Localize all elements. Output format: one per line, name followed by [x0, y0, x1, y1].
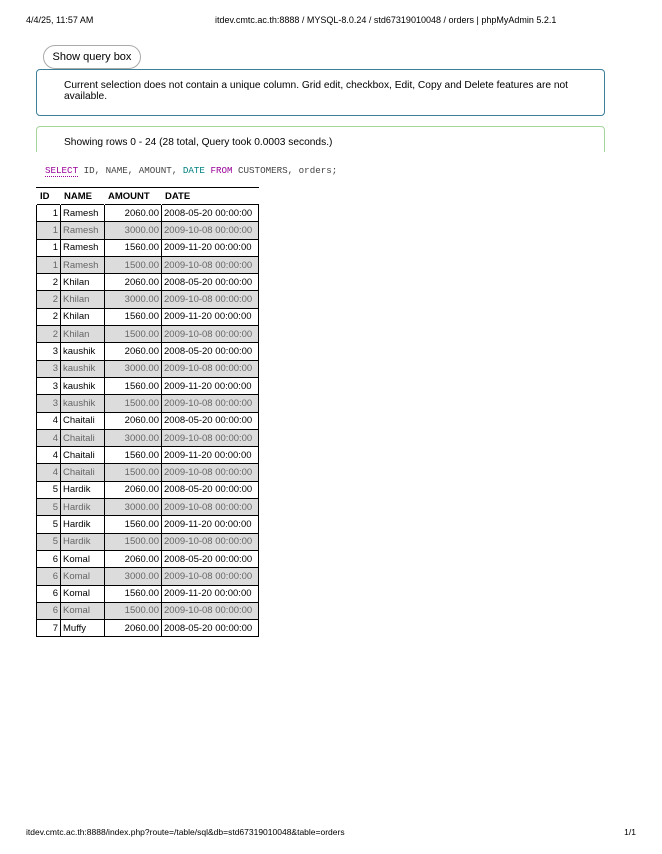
cell-date: 2009-11-20 00:00:00: [162, 516, 259, 533]
table-row: [37, 326, 259, 343]
table-row: [37, 412, 259, 429]
cell-id: 2: [37, 291, 61, 308]
cell-date: 2009-10-08 00:00:00: [162, 464, 259, 481]
show-query-box-button[interactable]: Show query box: [43, 45, 141, 69]
print-page-number: 1/1: [624, 827, 636, 837]
cell-id: 3: [37, 377, 61, 394]
cell-name: Ramesh: [61, 256, 105, 273]
sql-tables: CUSTOMERS, orders;: [232, 165, 338, 176]
table-row: [37, 291, 259, 308]
cell-amount: 1560.00: [105, 239, 162, 256]
cell-name: Chaitali: [61, 447, 105, 464]
cell-id: 5: [37, 516, 61, 533]
table-row: [37, 222, 259, 239]
sql-keyword-from: FROM: [210, 165, 233, 176]
cell-amount: 3000.00: [105, 222, 162, 239]
cell-name: Komal: [61, 568, 105, 585]
cell-name: Chaitali: [61, 464, 105, 481]
success-message: Showing rows 0 - 24 (28 total, Query took 0.0003 seconds.): [36, 126, 605, 152]
cell-date: 2009-10-08 00:00:00: [162, 395, 259, 412]
cell-name: Komal: [61, 602, 105, 619]
table-row: [37, 533, 259, 550]
cell-amount: 1560.00: [105, 377, 162, 394]
cell-name: Hardik: [61, 516, 105, 533]
cell-id: 3: [37, 360, 61, 377]
cell-amount: 3000.00: [105, 568, 162, 585]
table-row: [37, 447, 259, 464]
cell-amount: 3000.00: [105, 291, 162, 308]
cell-date: 2008-05-20 00:00:00: [162, 481, 259, 498]
cell-amount: 2060.00: [105, 205, 162, 222]
table-row: [37, 585, 259, 602]
cell-id: 4: [37, 447, 61, 464]
cell-date: 2009-11-20 00:00:00: [162, 585, 259, 602]
cell-id: 4: [37, 464, 61, 481]
print-datetime: 4/4/25, 11:57 AM: [26, 15, 94, 25]
cell-date: 2009-11-20 00:00:00: [162, 377, 259, 394]
results-table: [36, 187, 259, 637]
cell-name: kaushik: [61, 343, 105, 360]
table-row: [37, 464, 259, 481]
cell-id: 3: [37, 395, 61, 412]
cell-id: 1: [37, 205, 61, 222]
cell-amount: 2060.00: [105, 274, 162, 291]
cell-amount: 2060.00: [105, 550, 162, 567]
cell-amount: 1500.00: [105, 256, 162, 273]
cell-date: 2008-05-20 00:00:00: [162, 343, 259, 360]
cell-amount: 1500.00: [105, 464, 162, 481]
cell-amount: 1560.00: [105, 585, 162, 602]
cell-amount: 1500.00: [105, 533, 162, 550]
cell-amount: 1560.00: [105, 447, 162, 464]
cell-date: 2009-11-20 00:00:00: [162, 447, 259, 464]
cell-name: Ramesh: [61, 222, 105, 239]
cell-date: 2008-05-20 00:00:00: [162, 205, 259, 222]
table-row: [37, 395, 259, 412]
cell-name: kaushik: [61, 395, 105, 412]
cell-date: 2009-10-08 00:00:00: [162, 429, 259, 446]
notice-message: Current selection does not contain a unique column. Grid edit, checkbox, Edit, Copy and Delete features are not available.: [36, 69, 605, 116]
cell-date: 2009-10-08 00:00:00: [162, 499, 259, 516]
table-row: [37, 377, 259, 394]
cell-amount: 2060.00: [105, 481, 162, 498]
print-page-title: itdev.cmtc.ac.th:8888 / MYSQL-8.0.24 / std67319010048 / orders | phpMyAdmin 5.2.1: [215, 15, 557, 25]
column-header-id: ID: [37, 188, 61, 205]
cell-amount: 1560.00: [105, 516, 162, 533]
sql-query: [45, 165, 337, 176]
cell-amount: 1500.00: [105, 326, 162, 343]
cell-id: 4: [37, 429, 61, 446]
cell-amount: 3000.00: [105, 429, 162, 446]
cell-id: 5: [37, 533, 61, 550]
column-header-amount: AMOUNT: [105, 188, 162, 205]
cell-name: Komal: [61, 585, 105, 602]
column-header-name: NAME: [61, 188, 105, 205]
cell-amount: 1500.00: [105, 395, 162, 412]
cell-name: Chaitali: [61, 429, 105, 446]
table-row: [37, 602, 259, 619]
cell-name: Ramesh: [61, 239, 105, 256]
cell-name: Chaitali: [61, 412, 105, 429]
cell-date: 2009-10-08 00:00:00: [162, 533, 259, 550]
table-header-row: [37, 188, 259, 205]
cell-name: Hardik: [61, 499, 105, 516]
cell-id: 1: [37, 239, 61, 256]
cell-amount: 2060.00: [105, 412, 162, 429]
cell-date: 2008-05-20 00:00:00: [162, 550, 259, 567]
table-row: [37, 343, 259, 360]
table-row: [37, 429, 259, 446]
table-row: [37, 360, 259, 377]
cell-id: 5: [37, 481, 61, 498]
cell-date: 2008-05-20 00:00:00: [162, 412, 259, 429]
sql-columns: ID, NAME, AMOUNT,: [78, 165, 183, 176]
cell-id: 1: [37, 256, 61, 273]
cell-amount: 3000.00: [105, 499, 162, 516]
cell-name: Komal: [61, 550, 105, 567]
cell-date: 2008-05-20 00:00:00: [162, 620, 259, 637]
table-row: [37, 205, 259, 222]
cell-amount: 1560.00: [105, 308, 162, 325]
cell-name: Khilan: [61, 274, 105, 291]
cell-date: 2009-10-08 00:00:00: [162, 602, 259, 619]
table-row: [37, 256, 259, 273]
cell-id: 4: [37, 412, 61, 429]
cell-name: Hardik: [61, 481, 105, 498]
cell-amount: 2060.00: [105, 620, 162, 637]
cell-date: 2009-11-20 00:00:00: [162, 308, 259, 325]
cell-date: 2009-10-08 00:00:00: [162, 568, 259, 585]
column-header-date: DATE: [162, 188, 259, 205]
cell-date: 2009-11-20 00:00:00: [162, 239, 259, 256]
cell-date: 2009-10-08 00:00:00: [162, 256, 259, 273]
cell-amount: 3000.00: [105, 360, 162, 377]
table-row: [37, 620, 259, 637]
cell-date: 2009-10-08 00:00:00: [162, 222, 259, 239]
table-row: [37, 481, 259, 498]
cell-id: 6: [37, 585, 61, 602]
table-row: [37, 568, 259, 585]
cell-name: Ramesh: [61, 205, 105, 222]
cell-name: kaushik: [61, 360, 105, 377]
cell-id: 6: [37, 550, 61, 567]
cell-id: 5: [37, 499, 61, 516]
cell-id: 6: [37, 602, 61, 619]
cell-date: 2009-10-08 00:00:00: [162, 326, 259, 343]
cell-name: Khilan: [61, 326, 105, 343]
print-url: itdev.cmtc.ac.th:8888/index.php?route=/table/sql&db=std67319010048&table=orders: [26, 827, 345, 837]
table-row: [37, 499, 259, 516]
cell-name: kaushik: [61, 377, 105, 394]
cell-id: 7: [37, 620, 61, 637]
print-footer: [26, 827, 636, 839]
print-header: [26, 15, 636, 29]
cell-name: Hardik: [61, 533, 105, 550]
table-row: [37, 239, 259, 256]
cell-amount: 1500.00: [105, 602, 162, 619]
table-row: [37, 516, 259, 533]
cell-id: 1: [37, 222, 61, 239]
cell-id: 3: [37, 343, 61, 360]
cell-name: Khilan: [61, 308, 105, 325]
table-row: [37, 308, 259, 325]
cell-id: 2: [37, 274, 61, 291]
cell-name: Muffy: [61, 620, 105, 637]
cell-date: 2009-10-08 00:00:00: [162, 291, 259, 308]
cell-date: 2009-10-08 00:00:00: [162, 360, 259, 377]
table-row: [37, 550, 259, 567]
sql-keyword-select[interactable]: SELECT: [45, 165, 79, 176]
cell-name: Khilan: [61, 291, 105, 308]
cell-id: 2: [37, 326, 61, 343]
table-row: [37, 274, 259, 291]
cell-date: 2008-05-20 00:00:00: [162, 274, 259, 291]
sql-keyword-date: DATE: [182, 165, 205, 176]
cell-amount: 2060.00: [105, 343, 162, 360]
cell-id: 6: [37, 568, 61, 585]
cell-id: 2: [37, 308, 61, 325]
